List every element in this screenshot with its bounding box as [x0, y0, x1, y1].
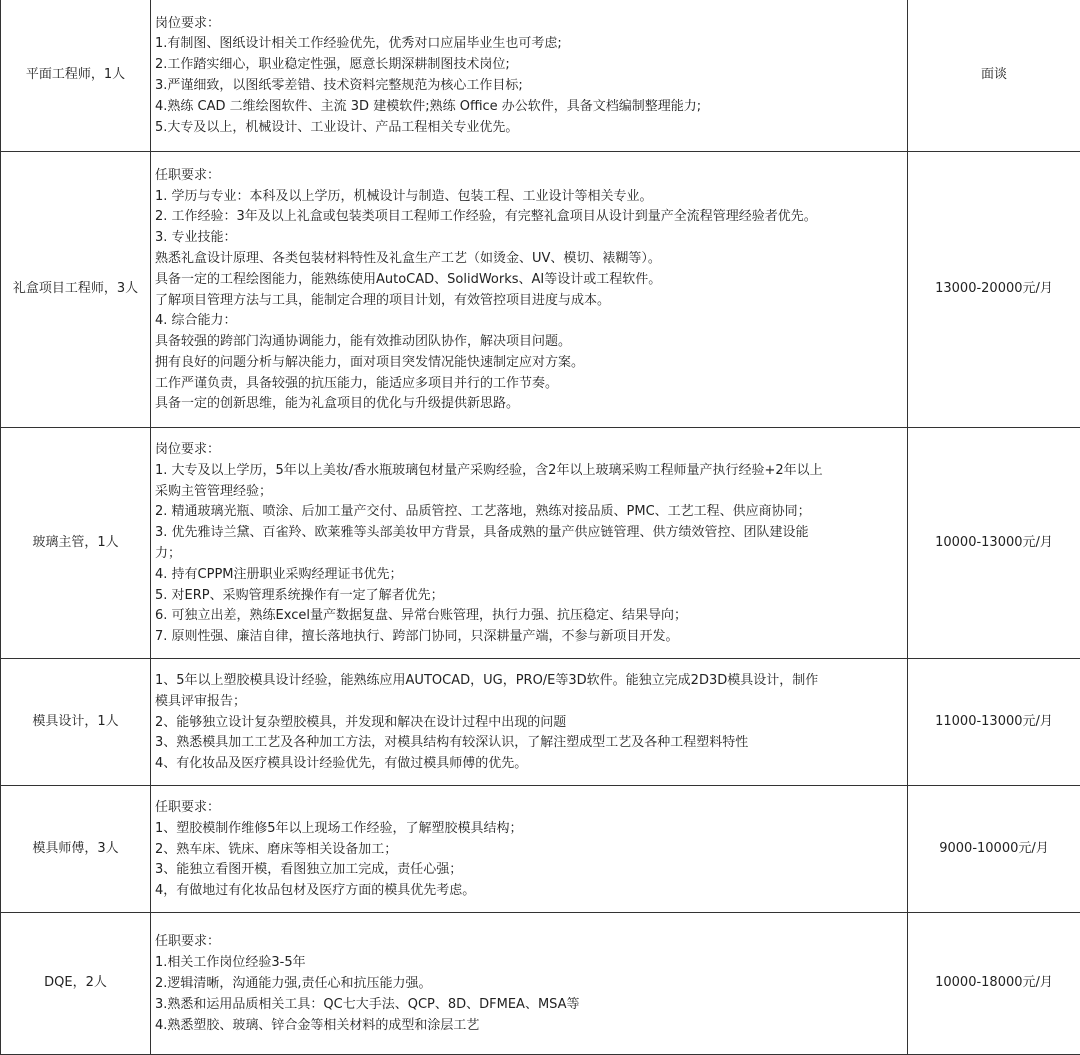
requirement-line: 工作严谨负责，具备较强的抗压能力，能适应多项目并行的工作节奏。 — [155, 374, 903, 395]
requirement-line: 1. 大专及以上学历，5年以上美妆/香水瓶玻璃包材量产采购经验，含2年以上玻璃采购工程师量产执行经验+2年以上 — [155, 461, 903, 482]
job-title — [1, 658, 151, 785]
table-row — [1, 0, 1080, 152]
requirement-line: 7. 原则性强、廉洁自律，擅长落地执行、跨部门协同，只深耕量产端，不参与新项目开发。 — [155, 627, 903, 648]
salary-text: 10000-18000元/月 — [935, 975, 1053, 990]
salary-text: 10000-13000元/月 — [935, 535, 1053, 550]
requirement-line: 4，有做地过有化妆品包材及医疗方面的模具优先考虑。 — [155, 881, 903, 902]
requirement-line: 2、熟车床、铣床、磨床等相关设备加工； — [155, 840, 903, 861]
requirement-line: 2.逻辑清晰，沟通能力强,责任心和抗压能力强。 — [155, 974, 903, 995]
requirement-line: 3. 优先雅诗兰黛、百雀羚、欧莱雅等头部美妆甲方背景，具备成熟的量产供应链管理、供方绩效管控、团队建设能 — [155, 523, 903, 544]
job-title-text: 模具设计，1人 — [32, 714, 118, 729]
requirement-line: 拥有良好的问题分析与解决能力，面对项目突发情况能快速制定应对方案。 — [155, 353, 903, 374]
requirement-line: 2、能够独立设计复杂塑胶模具，并发现和解决在设计过程中出现的问题 — [155, 713, 903, 734]
table-row — [1, 152, 1080, 428]
requirement-line: 3、熟悉模具加工工艺及各种加工方法，对模具结构有较深认识，了解注塑成型工艺及各种工程塑料特性 — [155, 733, 903, 754]
requirement-line: 4.熟悉塑胶、玻璃、锌合金等相关材料的成型和涂层工艺 — [155, 1016, 903, 1037]
job-title-text: 玻璃主管，1人 — [32, 535, 118, 550]
requirement-line: 1、5年以上塑胶模具设计经验，能熟练应用AUTOCAD，UG，PRO/E等3D软件。能独立完成2D3D模具设计，制作 — [155, 671, 903, 692]
requirement-line: 力； — [155, 544, 903, 565]
job-title — [1, 152, 151, 428]
job-requirements — [151, 785, 908, 912]
requirement-line: 具备一定的创新思维，能为礼盒项目的优化与升级提供新思路。 — [155, 394, 903, 415]
requirement-line: 岗位要求： — [155, 14, 903, 35]
requirement-line: 任职要求： — [155, 166, 903, 187]
salary-text: 面谈 — [981, 67, 1007, 82]
job-requirements — [151, 912, 908, 1054]
job-title-text: 平面工程师，1人 — [26, 67, 125, 82]
job-salary — [908, 428, 1080, 659]
requirement-line: 2. 工作经验：3年及以上礼盒或包装类项目工程师工作经验，有完整礼盒项目从设计到量产全流程管理经验者优先。 — [155, 207, 903, 228]
job-requirements — [151, 0, 908, 152]
job-title-text: DQE，2人 — [44, 975, 107, 990]
requirement-line: 1.相关工作岗位经验3-5年 — [155, 953, 903, 974]
requirement-line: 2.工作踏实细心，职业稳定性强，愿意长期深耕制图技术岗位; — [155, 55, 903, 76]
requirement-line: 熟悉礼盒设计原理、各类包装材料特性及礼盒生产工艺（如烫金、UV、模切、裱糊等）。 — [155, 249, 903, 270]
job-salary — [908, 0, 1080, 152]
job-salary — [908, 912, 1080, 1054]
requirement-line: 了解项目管理方法与工具，能制定合理的项目计划，有效管控项目进度与成本。 — [155, 291, 903, 312]
requirement-line: 具备一定的工程绘图能力，能熟练使用AutoCAD、SolidWorks、AI等设计或工程软件。 — [155, 270, 903, 291]
requirement-line: 4. 综合能力： — [155, 311, 903, 332]
requirement-line: 任职要求： — [155, 932, 903, 953]
table-row — [1, 785, 1080, 912]
requirement-line: 4. 持有CPPM注册职业采购经理证书优先； — [155, 565, 903, 586]
requirement-line: 5. 对ERP、采购管理系统操作有一定了解者优先； — [155, 586, 903, 607]
requirement-line: 1. 学历与专业：本科及以上学历，机械设计与制造、包装工程、工业设计等相关专业。 — [155, 187, 903, 208]
job-requirements — [151, 428, 908, 659]
requirement-line: 3.严谨细致，以图纸零差错、技术资料完整规范为核心工作目标; — [155, 76, 903, 97]
job-salary — [908, 152, 1080, 428]
job-requirements — [151, 152, 908, 428]
requirement-line: 3. 专业技能： — [155, 228, 903, 249]
job-requirements — [151, 658, 908, 785]
requirement-line: 采购主管管理经验； — [155, 482, 903, 503]
job-title-text: 礼盒项目工程师，3人 — [13, 281, 138, 296]
salary-text: 13000-20000元/月 — [935, 281, 1053, 296]
requirement-line: 岗位要求： — [155, 440, 903, 461]
table-row — [1, 428, 1080, 659]
job-salary — [908, 785, 1080, 912]
requirement-line: 3、能独立看图开模，看图独立加工完成，责任心强； — [155, 860, 903, 881]
requirement-line: 模具评审报告； — [155, 692, 903, 713]
job-title — [1, 0, 151, 152]
requirement-line: 任职要求： — [155, 798, 903, 819]
salary-text: 11000-13000元/月 — [935, 714, 1053, 729]
job-salary — [908, 658, 1080, 785]
salary-text: 9000-10000元/月 — [939, 841, 1049, 856]
requirement-line: 4、有化妆品及医疗模具设计经验优先，有做过模具师傅的优先。 — [155, 754, 903, 775]
requirement-line: 2. 精通玻璃光瓶、喷涂、后加工量产交付、品质管控、工艺落地，熟练对接品质、PMC、工艺工程、供应商协同； — [155, 502, 903, 523]
table-row — [1, 912, 1080, 1054]
table-row — [1, 658, 1080, 785]
job-title-text: 模具师傅，3人 — [32, 841, 118, 856]
requirement-line: 具备较强的跨部门沟通协调能力，能有效推动团队协作，解决项目问题。 — [155, 332, 903, 353]
requirement-line: 3.熟悉和运用品质相关工具：QC七大手法、QCP、8D、DFMEA、MSA等 — [155, 995, 903, 1016]
requirement-line: 1、塑胶模制作维修5年以上现场工作经验，了解塑胶模具结构； — [155, 819, 903, 840]
requirement-line: 4.熟练 CAD 二维绘图软件、主流 3D 建模软件;熟练 Office 办公软件，具备文档编制整理能力; — [155, 97, 903, 118]
requirement-line: 1.有制图、图纸设计相关工作经验优先，优秀对口应届毕业生也可考虑; — [155, 34, 903, 55]
job-title — [1, 428, 151, 659]
requirement-line: 5.大专及以上，机械设计、工业设计、产品工程相关专业优先。 — [155, 118, 903, 139]
job-title — [1, 785, 151, 912]
requirement-line: 6. 可独立出差，熟练Excel量产数据复盘、异常台账管理，执行力强、抗压稳定、结果导向； — [155, 606, 903, 627]
job-title — [1, 912, 151, 1054]
